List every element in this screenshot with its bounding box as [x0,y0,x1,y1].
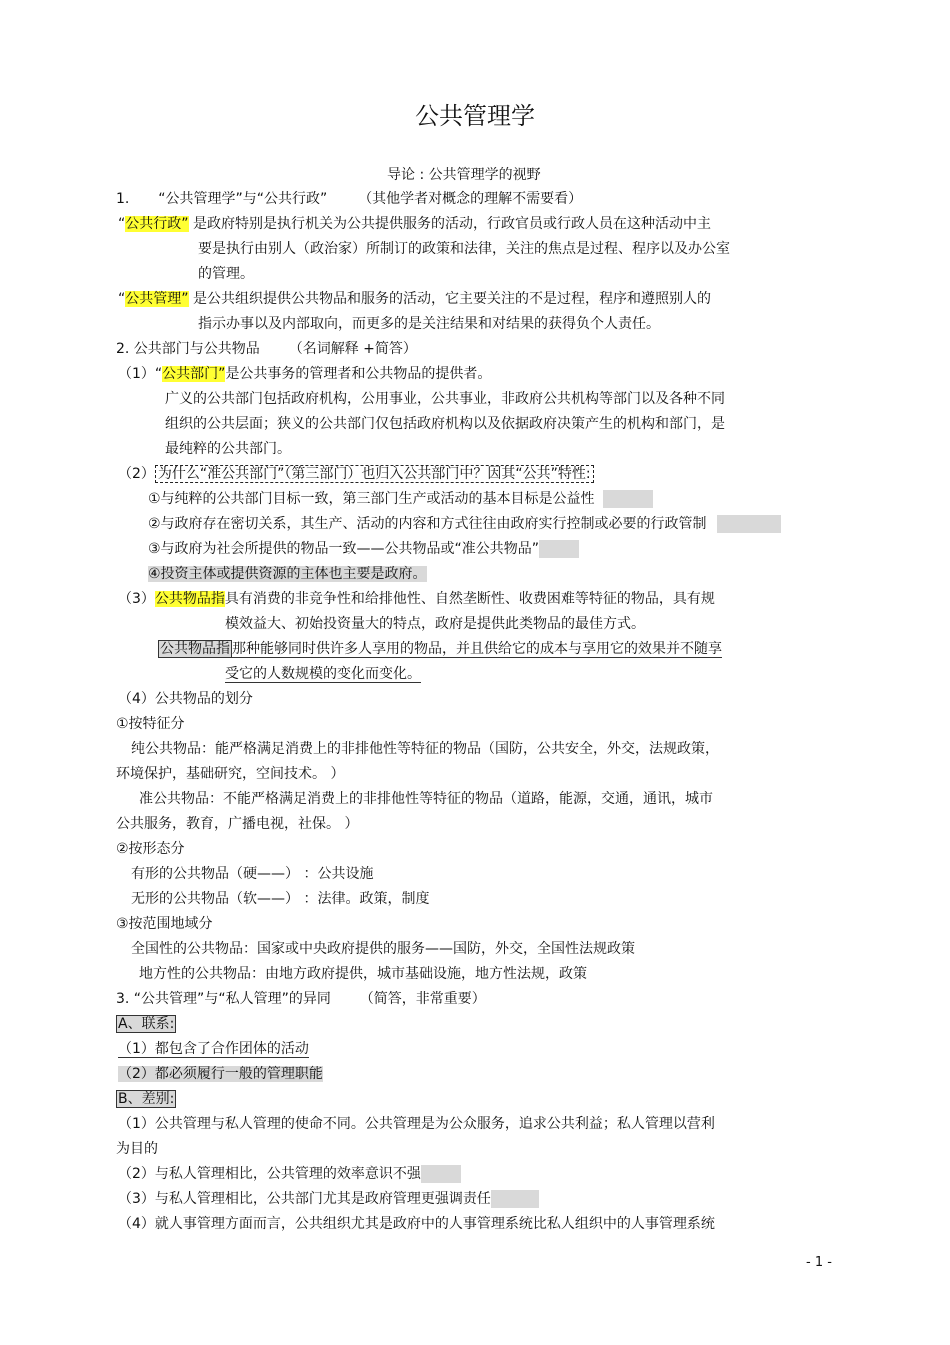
list-item-text: （2）都必须履行一般的管理职能 [118,1066,323,1082]
definition-line: 组织的公共层面；狭义的公共部门仅包括政府机构以及依据政府决策产生的机构和部门，是 [165,416,725,432]
boxed-label: B、差别: [118,1091,175,1107]
list-item [118,1190,539,1208]
classification-line: 准公共物品：不能严格满足消费上的非排他性等特征的物品（道路，能源，交通，通讯，城市 [139,791,713,807]
quasi-public-question-text: 为什么“准公共部门”（第三部门）也归入公共部门中？因其“公共”特性: [155,465,594,483]
definition-line: 是公共组织提供公共物品和服务的活动，它主要关注的不是过程，程序和遵照别人的 [192,291,711,307]
list-item-text: （1）都包含了合作团体的活动 [118,1041,309,1057]
definition-line: 最纯粹的公共部门。 [165,441,291,457]
quote-mark: “ [118,216,126,232]
section-3-heading [116,990,486,1008]
section-3-title: 3. “公共管理”与“私人管理”的异同 [116,991,331,1007]
section-1-note: （其他学者对概念的理解不需要看） [358,191,583,207]
list-item-text: （3）与私人管理相比，公共部门尤其是政府管理更强调责任 [118,1191,491,1207]
definition-line: 具有消费的非竞争性和给排他性、自然垄断性、收费困难等特征的物品，具有规 [224,591,715,607]
item-number: （2） [118,466,155,482]
public-goods-definition [118,590,715,608]
list-item-text: ①与纯粹的公共部门目标一致，第三部门生产或活动的基本目标是公益性 [148,491,595,507]
definition-line: 模效益大、初始投资量大的特点，政府是提供此类物品的最佳方式。 [225,616,645,632]
definition-line: 那种能够同时供许多人享用的物品，并且供给它的成本与享用它的效果并不随享 [232,641,722,657]
classification-line: 全国性的公共物品：国家或中央政府提供的服务——国防，外交，全国性法规政策 [131,941,635,957]
classification-line: 环境保护，基础研究，空间技术。 ） [116,766,345,782]
list-item-text: ②与政府存在密切关系，其生产、活动的内容和方式往往由政府实行控制或必要的行政管制 [148,516,707,532]
list-item [148,540,579,558]
similarities-label [116,1015,176,1033]
term-public-sector: 公共部门” [162,366,226,382]
classification-line: 公共服务，教育，广播电视，社保。 ） [116,816,359,832]
section-2-heading [116,340,417,358]
boxed-label: A、联系: [118,1016,175,1032]
highlight-block [717,515,781,533]
boxed-term: 公共物品指 [160,641,230,657]
list-item [148,565,427,583]
list-item [118,1040,309,1058]
highlight-block [421,1165,461,1183]
highlight-block [603,490,653,508]
list-item [118,1165,461,1183]
list-item [118,1065,323,1083]
section-3-note: （简答，非常重要） [359,991,486,1007]
highlight-block [491,1190,539,1208]
page-title: 公共管理学 [415,102,535,130]
definition-line: 是公共事务的管理者和公共物品的提供者。 [225,366,492,382]
list-item: （1）公共管理与私人管理的使命不同。公共管理是为公众服务，追求公共利益；私人管理以营利 [118,1116,715,1132]
item-number: （3） [118,591,155,607]
list-item-text: ③与政府为社会所提供的物品一致——公共物品或“准公共物品” [148,541,540,557]
classification-heading: ②按形态分 [116,841,185,857]
definition-line: 的管理。 [198,266,254,282]
classification-line: 无形的公共物品（软——） ：法律。政策，制度 [131,891,430,907]
public-sector-definition [118,365,491,383]
highlight-block [539,540,579,558]
section-1-number: 1. [116,191,130,207]
chapter-subtitle: 导论 : 公共管理学的视野 [387,167,541,183]
definition-line: 要是执行由别人（政治家）所制订的政策和法律，关注的焦点是过程、程序以及办公室 [198,241,730,257]
definition-line: 指示办事以及内部取向，而更多的是关注结果和对结果的获得负个人责任。 [198,316,660,332]
section-1-heading [116,190,582,208]
definition-line [225,665,421,683]
classification-line: 地方性的公共物品：由地方政府提供，城市基础设施，地方性法规，政策 [139,966,587,982]
public-goods-definition-alt [158,640,722,658]
list-item: （4）就人事管理方面而言，公共组织尤其是政府中的人事管理系统比私人组织中的人事管理系统 [118,1216,715,1232]
subheading: （4）公共物品的划分 [118,691,253,707]
quasi-public-question [118,465,594,483]
list-item [148,490,653,508]
section-2-note: （名词解释 +简答） [288,341,417,357]
definition-line: 是政府特别是执行机关为公共提供服务的活动，行政官员或行政人员在这种活动中主 [192,216,711,232]
item-number: （1）“ [118,366,163,382]
underlined-text: 受它的人数规模的变化而变化。 [225,666,421,682]
list-item-text: ④投资主体或提供资源的主体也主要是政府。 [148,566,427,582]
differences-label [116,1090,176,1108]
page-number: - 1 - [806,1255,832,1270]
list-item-continued: 为目的 [116,1141,158,1157]
public-management-definition [118,290,711,308]
term-public-goods: 公共物品指 [154,591,225,607]
list-item-text: （2）与私人管理相比，公共管理的效率意识不强 [118,1166,421,1182]
section-2-title: 2. 公共部门与公共物品 [116,341,260,357]
term-public-administration: 公共行政” [125,216,189,232]
classification-heading: ①按特征分 [116,716,185,732]
definition-line: 广义的公共部门包括政府机构，公用事业，公共事业，非政府公共机构等部门以及各种不同 [165,391,725,407]
term-public-management: 公共管理” [125,291,189,307]
public-administration-definition [118,215,711,233]
list-item [148,515,781,533]
classification-line: 纯公共物品：能严格满足消费上的非排他性等特征的物品（国防，公共安全，外交，法规政策， [131,741,719,757]
section-1-title: “公共管理学”与“公共行政” [158,191,328,207]
quote-mark: “ [118,291,126,307]
classification-line: 有形的公共物品（硬——） ：公共设施 [131,866,374,882]
classification-heading: ③按范围地域分 [116,916,213,932]
